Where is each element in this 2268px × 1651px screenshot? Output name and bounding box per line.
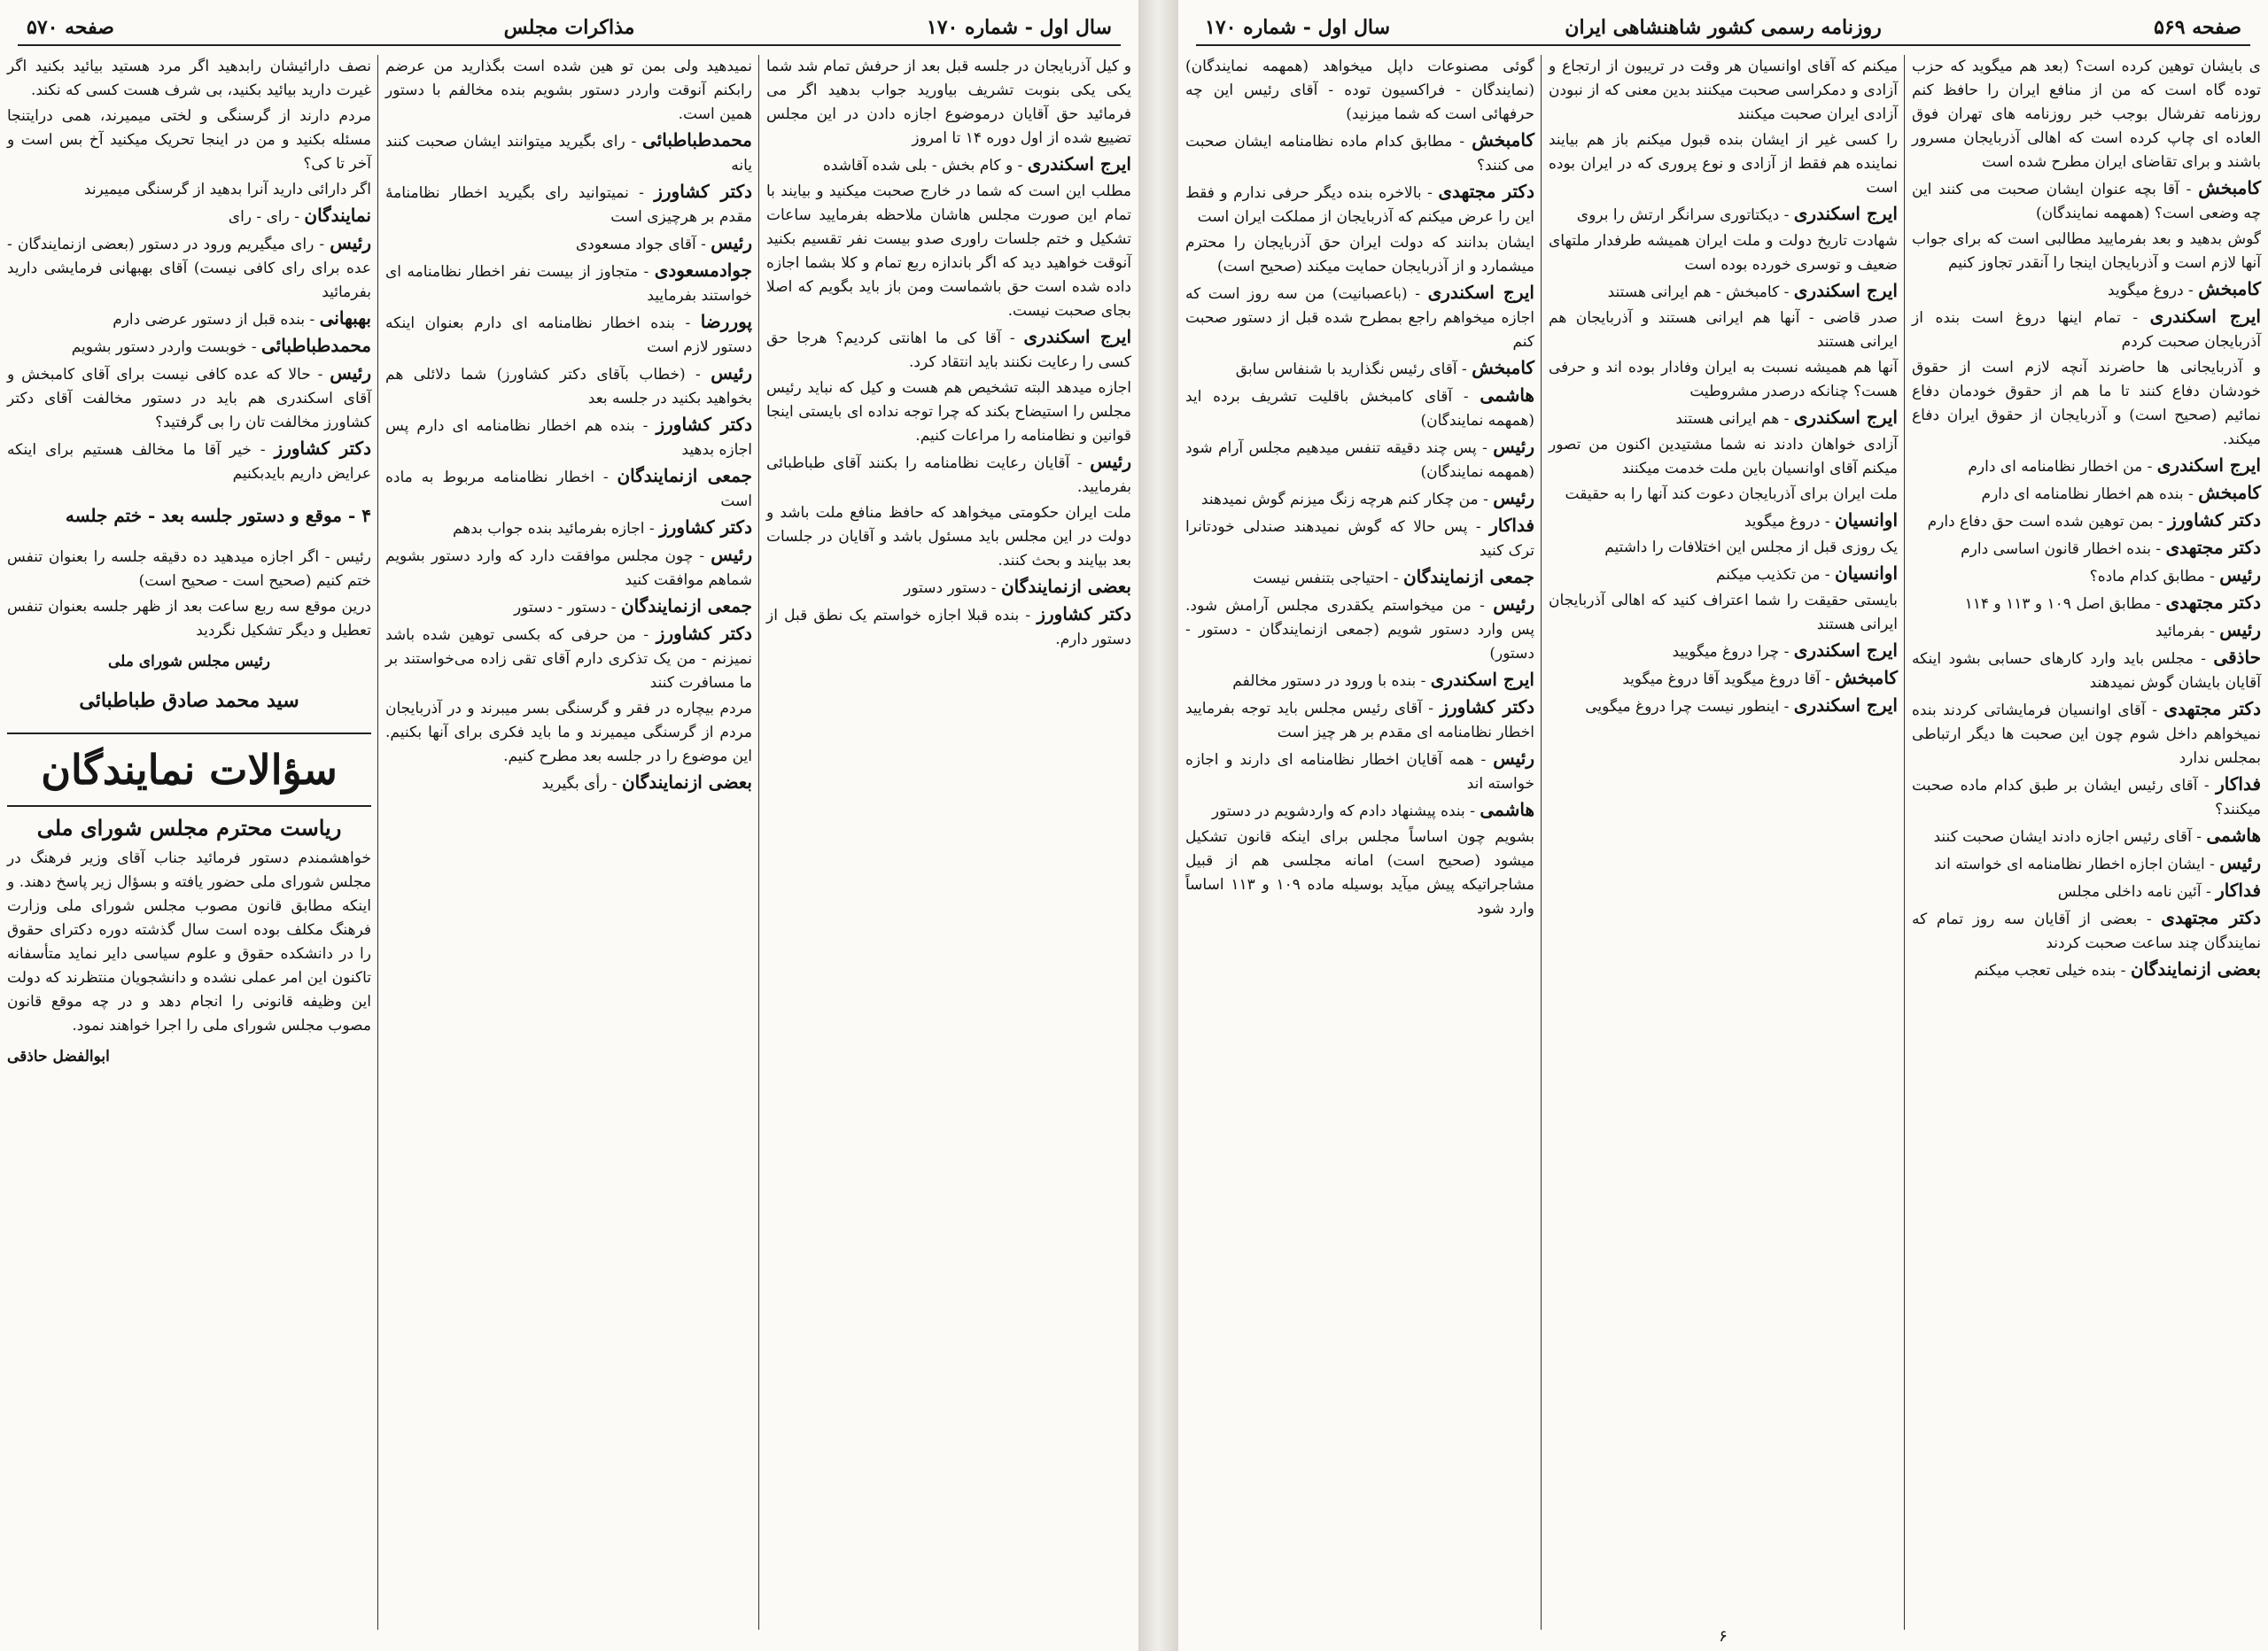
speech-text: میکنم که آقای اوانسیان هر وقت در تریبون از ارتجاع و آزادی و دمکراسی صحبت میکنند بدین معنی که از نبودن آزادی ایران صحبت میکنند [1549,58,1898,123]
speech-text: ی بایشان توهین کرده است؟ (بعد هم میگوید که حزب توده گاه است که من از منافع ایران را حافظ کنم روزنامه تفرشال بوجب خبر روزنامه های تهران فوق العاده ای چاپ کرده است که اهالی آذربایجان مسرور باشند و برای تقاضای ایران مطرح شده است [1912,58,2261,171]
right-column-1 [1905,55,2268,1633]
left-column-3 [0,55,378,1633]
speech-text: حالا که عده کافی نیست برای آقای کامبخش و آقای اسکندری هم باید در دستور مخالفت آقای دکتر کشاورز مخالفت تان را بی گرفتید؟ [7,366,371,431]
speaker-name: محمدطباطبائی [641,129,752,151]
questions-subheading: ریاست محترم مجلس شورای ملی [36,815,342,841]
speech-text: من حرفی که بکسی توهین شده باشد نمیزنم - من یک تذکری دارم آقای تقی زاده می‌خواستند بر ما مسافرت کنند [385,626,752,692]
speaker-name: رئیس [1090,451,1131,472]
speech-text: بایستی حقیقت را شما اعتراف کنید که اهالی آذربایجان ایرانی هستند [1549,592,1898,633]
speech-text: رأی بگیرید [541,775,608,793]
speaker-name: دکتر کشاورز [2168,509,2261,531]
speaker-name: ایرج اسکندری [1793,694,1898,716]
speech-text: اجازه میدهد البته تشخیص هم هست و کیل که نباید رئیس مجلس را استیضاح بکند که چرا توجه نداده ای بایستی اینجا قوانین و نظامنامه را مراعات کنیم. [766,379,1131,445]
speaker-name: نمایندگان [304,205,371,226]
speaker-name: رئیس [1493,436,1534,457]
speaker-name: بعضی ازنمایندگان [1000,576,1131,597]
speech-text: بنده خیلی تعجب میکنم [1974,962,2117,980]
speech-paragraph [1912,55,2261,174]
speech-paragraph: ایرج اسکندری - بنده با ورود در دستور مخالفم [1232,669,1534,690]
speech-paragraph: ایرج اسکندری - (باعصبانیت) من سه روز است که اجازه میخواهم راجع بمطرح شده قبل از دستور صحبت کنم [1185,282,1534,351]
speech-paragraph [766,376,1131,448]
speech-text: دروغ میگوید [1744,513,1821,531]
speaker-name: جوادمسعودی [654,260,752,281]
speaker-name: محمدطباطبائی [260,335,371,356]
speech-text: چون مجلس موافقت دارد که وارد دستور بشویم شماهم موافقت کنید [385,547,752,589]
speech-text: دروغ میگوید [2108,282,2184,299]
right-page-title: روزنامه رسمی کشور شاهنشاهی ایران [1565,16,1882,39]
speech-text: خیر آقا ما مخالف هستیم برای اینکه عرایض داریم بایدبکنیم [7,441,371,483]
questions-signer: ابوالفضل حاذقی [7,1048,110,1066]
speech-paragraph: دکتر کشاورز - بمن توهین شده است حق دفاع دارم [1927,509,2261,531]
speech-text: بنده با ورود در دستور مخالفم [1232,672,1417,690]
speaker-name: ایرج اسکندری [2156,454,2261,476]
right-column-3 [1178,55,1542,1633]
speech-text: پس حالا که گوش نمیدهند صندلی خودتانرا ترک کنید [1185,518,1534,560]
speech-text: (خطاب بآقای دکتر کشاورز) شما دلائلی هم بخواهید بکنید در جلسه بعد [385,366,752,407]
speech-text: اجازه بفرمائید بنده جواب بدهم [452,520,645,538]
speech-text: و آذربایجانی ها حاضرند آنچه لازم است از حقوق خودشان دفاع کنند تا ما هم از حقوق خودمان دفاع نمائیم (صحیح است) و آذربایجان از حقوق ایران دفاع میکند. [1912,359,2261,448]
speech-paragraph [766,180,1131,323]
speech-text: ملت ایران برای آذربایجان دعوت کند آنها را به حقیقت [1565,485,1898,503]
speech-paragraph: دکتر کشاورز - آقای رئیس مجلس باید توجه بفرمایید اخطار نظامنامه ای مقدم بر هر چیز است [1185,696,1534,741]
speech-paragraph [385,697,752,769]
speaker-name: دکتر مجتهدی [2165,537,2261,558]
speaker-name: ایرج اسکندری [1023,326,1131,347]
speaker-name: هاشمی [1480,799,1534,820]
speech-paragraph: دکتر کشاورز - بنده قبلا اجازه خواستم یک نطق قبل از دستور دارم. [766,603,1131,648]
speech-text: هم ایرانی هستند [1675,410,1780,428]
speech-text: من اخطار نظامنامه ای دارم [1968,458,2143,476]
speech-paragraph: محمدطباطبائی - خوبست واردر دستور بشویم [71,335,371,356]
speech-paragraph: دکتر کشاورز - خیر آقا ما مخالف هستیم برای اینکه عرایض داریم بایدبکنیم [7,438,371,483]
speech-text: بالاخره بنده دیگر حرفی ندارم و فقط این را عرض میکنم که آذربایجان از مملکت ایران است [1185,184,1534,226]
speaker-name: رئیس [1493,593,1534,615]
speech-text: آقای رئیس مجلس باید توجه بفرمایید اخطار نظامنامه ای مقدم بر هر چیز است [1185,700,1534,741]
speaker-name: دکتر مجتهدی [2163,698,2261,719]
session-end-block [7,504,371,713]
speaker-name: دکتر مجتهدی [2165,592,2261,613]
speech-paragraph: بعضی ازنمایندگان - بنده خیلی تعجب میکنم [1974,958,2261,980]
speech-paragraph: دکتر مجتهدی - بنده اخطار قانون اساسی دارم [1961,537,2261,558]
speaker-name: پوررضا [700,311,752,332]
speech-paragraph [766,501,1131,573]
left-running-header [18,11,1121,46]
speech-paragraph: بعضی ازنمایندگان - دستور دستور [904,576,1131,597]
speech-text: احتیاجی بتنفس نیست [1253,570,1389,587]
speaker-name: ایرج اسکندری [1430,669,1534,690]
speaker-name: دکتر کشاورز [274,438,371,459]
speech-text: نمیتوانید رای بگیرید اخطار نظامنامهٔ مقدم بر هرچیزی است [385,184,752,226]
speech-text: مطلب این است که شما در خارج صحبت میکنید و بیایند با تمام این صورت مجلس هاشان ملاحظه بفرمایید ساعات تشکیل و ختم جلسات راوری صدو بیست نفر تقسیم بکنید آنوقت خواهید دید که اگر باندازه ربع تمام و کلا بشما اجازه داده شده است حق باشماست ومن باز باید بگویم که اصلا بجای صحبت نیست. [766,182,1131,320]
speech-paragraph: ایرج اسکندری - و کام بخش - بلی شده آقاشده [822,153,1131,174]
speech-paragraph: جمعی ازنمایندگان - اخطار نظامنامه مربوط به ماده است [385,465,752,510]
speech-text: بفرمائید [2155,623,2205,640]
speaker-name: اوانسیان [1835,509,1898,531]
speech-text: چرا دروغ میگویید [1672,643,1780,661]
speech-paragraph [1185,826,1534,921]
speech-paragraph [766,55,1131,151]
speaker-name: کامبخش [2198,177,2261,198]
speech-text: بنده اخطار نظامنامه ای دارم بعنوان اینکه دستور لازم است [385,314,752,356]
speech-paragraph [7,105,371,176]
speech-text: گوش بدهید و بعد بفرمایید مطالبی است که برای جواب آنها لازم است و آذربایجان اینجا را آنقدر تجاوز کنیم [1912,230,2261,272]
speech-paragraph: کامبخش - آقا دروغ میگوید آقا دروغ میگوید [1622,667,1898,688]
speaker-name: دکتر کشاورز [659,516,752,538]
speech-paragraph: رئیس - آقایان رعایت نظامنامه را بکنند آقای طباطبائی بفرمایید. [766,451,1131,496]
speaker-name: جمعی ازنمایندگان [620,595,752,616]
speech-text: من میخواستم یکقدری مجلس آرامش شود. پس وارد دستور شویم (جمعی ازنمایندگان - دستور - دستور) [1185,597,1534,663]
speaker-name: بعضی ازنمایندگان [621,771,752,793]
left-page-number: صفحه ۵۷۰ [27,16,114,39]
speech-paragraph: ایرج اسکندری - دیکتاتوری سرانگر ارتش را بروی [1576,203,1898,224]
speech-text: دستور دستور [904,579,987,597]
speech-text: اگر دارائی دارید آنرا بدهید از گرسنگی میمیرند [83,181,371,198]
speech-paragraph: فداکار - آقای رئیس ایشان بر طبق کدام ماده صحبت میکنند؟ [1912,773,2261,818]
speech-text: بنده پیشنهاد دادم که واردشویم در دستور [1211,802,1465,820]
speech-text: گوئی مصنوعات داپل میخواهد (همهمه نمایندگان) (نمایندگان - فراکسیون توده - آقای رئیس این چه حرفهائی است که شما میزنید) [1185,58,1534,123]
speech-paragraph [1912,228,2261,275]
speech-paragraph: دکتر کشاورز - اجازه بفرمائید بنده جواب بدهم [452,516,752,538]
speech-text: ملت ایران حکومتی میخواهد که حافظ منافع ملت باشد و دولت در این مجلس باید مسئول باشد و آقایان در جلسات بعد بیایند و بحث کنند. [766,504,1131,570]
speech-paragraph [1549,536,1898,560]
speech-text: آقا بچه عنوان ایشان صحبت می کنند این چه وضعی است؟ (همهمه نمایندگان) [1912,181,2261,222]
speech-paragraph [1549,433,1898,481]
speaker-name: ایرج اسکندری [1793,407,1898,428]
session-end-role: رئیس مجلس شورای ملی [107,653,271,670]
speech-paragraph: هاشمی - آقای رئیس اجازه دادند ایشان صحبت کنند [1933,825,2261,846]
speech-paragraph [1549,55,1898,127]
speech-text: ایشان اجازه اخطار نظامنامه ای خواسته اند [1934,856,2205,873]
speech-paragraph: جمعی ازنمایندگان - احتیاجی بتنفس نیست [1253,566,1534,587]
speech-paragraph: رئیس - من چکار کنم هرچه زنگ میزنم گوش نمیدهند [1200,487,1534,508]
speech-paragraph [7,55,371,103]
speaker-name: دکتر مجتهدی [1438,181,1534,202]
speech-text: مردم بیچاره در فقر و گرسنگی بسر میبرند و در آذربایجان مردم از گرسنگی میمیرند و ما باید فکری برای آنها بکنیم. این موضوع را در جلسه بعد مطرح کنیم. [385,700,752,765]
speech-text: دستور - دستور [513,599,607,616]
speech-paragraph: بهبهانی - بنده قبل از دستور عرضی دارم [113,307,371,329]
speaker-name: کامبخش [2198,278,2261,299]
speech-paragraph: رئیس - پس چند دقیقه تنفس میدهیم مجلس آرام شود (همهمه نمایندگان) [1185,436,1534,481]
speech-paragraph: ایرج اسکندری - کامبخش - هم ایرانی هستند [1607,280,1898,301]
speech-text: مجلس باید وارد کارهای حسابی بشود اینکه آقایان بایشان گوش نمیدهند [1912,650,2261,692]
speaker-name: رئیس [330,362,371,384]
speech-paragraph: کامبخش - مطابق کدام ماده نظامنامه ایشان صحبت می کنند؟ [1185,129,1534,174]
speech-paragraph: جمعی ازنمایندگان - دستور - دستور [513,595,752,616]
speaker-name: رئیس [711,362,752,384]
speech-paragraph: رئیس - چون مجلس موافقت دارد که وارد دستور بشویم شماهم موافقت کنید [385,544,752,589]
speech-paragraph [1549,306,1898,354]
left-page-title: مذاکرات مجلس [503,16,635,39]
speaker-name: ایرج اسکندری [1793,639,1898,661]
speech-text: مطابق کدام ماده نظامنامه ایشان صحبت می کنند؟ [1185,133,1534,174]
session-end-text: رئیس - اگر اجازه میدهید ده دقیقه جلسه را بعنوان تنفس ختم کنیم (صحیح است - صحیح است) [7,548,371,590]
speech-text: نمیدهید ولی بمن تو هین شده است بگذارید من عرضم رابکنم آنوقت واردر دستور بشویم بنده مخالفم با دستور همین است. [385,58,752,123]
speech-text: آقایان رعایت نظامنامه را بکنند آقای طباطبائی بفرمایید. [766,454,1131,496]
speaker-name: رئیس [2219,619,2261,640]
speech-text: آنها هم همیشه نسبت به ایران وفادار بوده اند و حرفی هست؟ چنانکه درصدر مشروطیت [1549,359,1898,400]
speech-paragraph: ایرج اسکندری - هم ایرانی هستند [1675,407,1898,428]
speech-text: من چکار کنم هرچه زنگ میزنم گوش نمیدهند [1200,491,1479,508]
speaker-name: ایرج اسکندری [1793,203,1898,224]
speech-paragraph: رئیس - آقای جواد مسعودی [575,232,752,253]
speech-paragraph: دکتر مجتهدی - مطابق اصل ۱۰۹ و ۱۱۳ و ۱۱۴ [1964,592,2261,613]
speech-text: مردم دارند از گرسنگی و لختی میمیرند، همی درایتنجا مسئله بکنید و من در اینجا تحریک میکنید آخ بس است و آخر تا کی؟ [7,107,371,173]
speech-paragraph [1549,589,1898,637]
speech-text: بنده هم اخطار نظامنامه ای دارم [1981,485,2184,503]
speech-text: بعضی از آقایان سه روز تمام که نمایندگان چند ساعت صحبت کردند [1912,911,2261,952]
speaker-name: رئیس [711,232,752,253]
speech-paragraph: دکتر مجتهدی - آقای اوانسیان فرمایشاتی کردند بنده نمیخواهم داخل شوم چون این صحبت ها دیگر ارتباطی بمجلس ندارد [1912,698,2261,767]
speech-paragraph: جوادمسعودی - متجاوز از بیست نفر اخطار نظامنامه ای خواستند بفرمایید [385,260,752,305]
speech-text: دیکتاتوری سرانگر ارتش را بروی [1576,206,1780,224]
speech-text: کامبخش - هم ایرانی هستند [1607,283,1780,301]
speech-text: آئین نامه داخلی مجلس [2057,883,2202,901]
speaker-name: دکتر کشاورز [1440,696,1534,717]
speech-paragraph: اوانسیان - دروغ میگوید [1744,509,1898,531]
speech-paragraph [1549,229,1898,277]
speech-text: آقا کی ما اهانتی کردیم؟ هرجا حق کسی را رعایت نکنند باید انتقاد کرد. [766,329,1131,371]
speech-text: را کسی غیر از ایشان بنده قبول میکنم باز هم بیایند نماینده هم فقط از آزادی و نوع پروری که در ایران بوده است [1549,131,1898,197]
right-newspaper-page [1178,0,2268,1651]
speech-paragraph: رئیس - ایشان اجازه اخطار نظامنامه ای خواسته اند [1934,852,2261,873]
speech-paragraph: کامبخش - آقا بچه عنوان ایشان صحبت می کنند این چه وضعی است؟ (همهمه نمایندگان) [1912,177,2261,222]
speaker-name: دکتر مجتهدی [2161,907,2261,928]
speech-paragraph: کامبخش - آقای رئیس نگذارید با شنفاس سابق [1235,357,1534,378]
speech-paragraph: فداکار - پس حالا که گوش نمیدهند صندلی خودتانرا ترک کنید [1185,515,1535,560]
speech-text: تمام اینها دروغ است بنده از آذربایجان صحبت کردم [1912,309,2261,351]
speaker-name: هاشمی [1480,384,1534,406]
speaker-name: بهبهانی [319,307,371,329]
left-issue-label: سال اول - شماره ۱۷۰ [926,16,1112,39]
speaker-name: رئیس [2219,852,2261,873]
session-end-signature: سید محمد صادق طباطبائی [79,689,299,712]
questions-heading-box [7,732,371,807]
speech-text: اخطار نظامنامه مربوط به ماده است [385,469,752,510]
speaker-name: اوانسیان [1835,562,1898,584]
speech-paragraph [385,55,752,127]
left-column-1 [759,55,1138,1633]
speech-paragraph: فداکار - آئین نامه داخلی مجلس [2057,880,2261,901]
speaker-name: ایرج اسکندری [2149,306,2261,327]
speech-text: خوبست واردر دستور بشویم [71,338,247,356]
speech-text: آقای اوانسیان فرمایشاتی کردند بنده نمیخواهم داخل شوم چون این صحبت ها دیگر ارتباطی بمجلس ندارد [1912,701,2261,767]
speech-paragraph [7,178,371,202]
speech-paragraph: بعضی ازنمایندگان - رأی بگیرید [541,771,752,793]
speech-paragraph: رئیس - (خطاب بآقای دکتر کشاورز) شما دلائلی هم بخواهید بکنید در جلسه بعد [385,362,752,407]
right-running-header [1196,11,2250,46]
speech-text: من تکذیب میکنم [1716,566,1821,584]
speech-paragraph: دکتر کشاورز - بنده هم اخطار نظامنامه ای دارم پس اجازه بدهید [385,414,752,459]
speech-paragraph: ایرج اسکندری - آقا کی ما اهانتی کردیم؟ هرجا حق کسی را رعایت نکنند باید انتقاد کرد. [766,326,1131,371]
speech-paragraph: ایرج اسکندری - چرا دروغ میگویید [1672,639,1898,661]
left-column-2 [378,55,759,1633]
speech-text: بنده اخطار قانون اساسی دارم [1961,540,2151,558]
speaker-name: دکتر کشاورز [656,623,752,644]
left-column-3-body [7,55,371,486]
speech-paragraph: حاذقی - مجلس باید وارد کارهای حسابی بشود اینکه آقایان بایشان گوش نمیدهند [1912,647,2262,692]
speech-paragraph: دکتر مجتهدی - بعضی از آقایان سه روز تمام که نمایندگان چند ساعت صحبت کردند [1912,907,2261,952]
speaker-name: کامبخش [1472,129,1534,151]
speaker-name: ایرج اسکندری [1427,282,1534,303]
speech-text: بنده هم اخطار نظامنامه ای دارم پس اجازه بدهید [385,417,752,459]
speech-paragraph: نمایندگان - رای - رای [228,205,371,226]
right-page-number: صفحه ۵۶۹ [2154,16,2241,39]
speaker-name: رئیس [330,232,371,253]
speaker-name: رئیس [1493,748,1534,769]
speech-paragraph: کامبخش - بنده هم اخطار نظامنامه ای دارم [1981,482,2261,503]
speech-paragraph [1912,356,2261,452]
speaker-name: فداکار [2216,773,2261,794]
speech-paragraph: هاشمی - آقای کامبخش باقلیت تشریف برده اید (همهمه نمایندگان) [1185,384,1534,430]
speech-paragraph: رئیس - بفرمائید [2155,619,2261,640]
speech-text: پس چند دقیقه تنفس میدهیم مجلس آرام شود (همهمه نمایندگان) [1185,439,1534,481]
speech-text: ایشان بدانند که دولت ایران حق آذربایجان را محترم میشمارد و از آذربایجان حمایت میکند (صحیح است) [1185,234,1534,275]
speech-paragraph: دکتر کشاورز - من حرفی که بکسی توهین شده باشد نمیزنم - من یک تذکری دارم آقای تقی زاده می‌خواستند بر ما مسافرت کنند [385,623,752,692]
speech-text: آقا دروغ میگوید آقا دروغ میگوید [1622,670,1821,688]
speech-text: (باعصبانیت) من سه روز است که اجازه میخواهم راجع بمطرح شده قبل از دستور صحبت کنم [1185,285,1534,351]
speaker-name: فداکار [1489,515,1535,536]
speech-text: رای میگیریم ورود در دستور (بعضی ازنمایندگان - عده برای رای کافی نیست) آقای بهبهانی فرمایشی دارید بفرمائید [7,236,371,301]
speech-paragraph: کامبخش - دروغ میگوید [2108,278,2261,299]
speech-paragraph: رئیس - همه آقایان اخطار نظامنامه ای دارند و اجازه خواسته اند [1185,748,1534,793]
speech-paragraph [1549,483,1898,507]
right-issue-label: سال اول - شماره ۱۷۰ [1205,16,1391,39]
speech-paragraph: رئیس - رای میگیریم ورود در دستور (بعضی ازنمایندگان - عده برای رای کافی نیست) آقای بهبهانی فرمایشی دارید بفرمائید [7,232,371,301]
speech-text: و کیل آذربایجان در جلسه قبل بعد از حرفش تمام شد شما یکی یکی بنوبت تشریف بیاورید جواب بدهید اگر می فرمائید حق آقایان درموضوع اجازه دادن در این مجلس تضییع شده از اول دوره ۱۴ تا امروز [766,58,1131,147]
speaker-name: دکتر کشاورز [656,414,752,435]
speech-text: متجاوز از بیست نفر اخطار نظامنامه ای خواستند بفرمایید [385,263,752,305]
speaker-name: ایرج اسکندری [1027,153,1131,174]
speech-paragraph: رئیس - حالا که عده کافی نیست برای آقای کامبخش و آقای اسکندری هم باید در دستور مخالفت آقای دکتر کشاورز مخالفت تان را بی گرفتید؟ [7,362,371,431]
speaker-name: جمعی ازنمایندگان [617,465,752,486]
speaker-name: حاذقی [2213,647,2262,668]
questions-heading: سؤالات نمایندگان [41,746,338,794]
speech-paragraph [1549,128,1898,200]
speech-paragraph: ایرج اسکندری - من اخطار نظامنامه ای دارم [1968,454,2261,476]
speaker-name: دکتر کشاورز [1037,603,1131,624]
speech-text: بنده قبل از دستور عرضی دارم [113,311,306,329]
session-end-note: درین موقع سه ربع ساعت بعد از ظهر جلسه بعنوان تنفس تعطیل و دیگر تشکیل نگردید [7,598,371,639]
speech-text: بنده قبلا اجازه خواستم یک نطق قبل از دستور دارم. [766,607,1131,648]
speech-text: یک روزی قبل از مجلس این اختلافات را داشتیم [1604,539,1898,556]
speech-text: مطابق اصل ۱۰۹ و ۱۱۳ و ۱۱۴ [1964,595,2151,613]
speaker-name: کامبخش [1472,357,1534,378]
speech-paragraph: هاشمی - بنده پیشنهاد دادم که واردشویم در دستور [1211,799,1534,820]
speaker-name: رئیس [2219,564,2261,585]
speech-text: بمن توهین شده است حق دفاع دارم [1927,513,2154,531]
session-end-title: ۴ - موقع و دستور جلسه بعد - ختم جلسه [65,505,371,526]
speaker-name: رئیس [1493,487,1534,508]
speaker-name: فداکار [2216,880,2261,901]
page-gutter [1138,0,1178,1651]
speech-text: نصف دارائیشان رابدهید اگر مرد هستید بیائید بکنید اگر غیرت دارید بیائید بکنید، بی شرف هست کسی که نکند. [7,58,371,99]
speaker-name: رئیس [711,544,752,565]
speech-text: آقای رئیس اجازه دادند ایشان صحبت کنند [1933,828,2192,846]
speaker-name: هاشمی [2206,825,2261,846]
speech-text: صدر قاضی - آنها هم ایرانی هستند و آذربایجان هم ایرانی هستند [1549,309,1898,351]
speech-paragraph: دکتر کشاورز - نمیتوانید رای بگیرید اخطار نظامنامهٔ مقدم بر هرچیزی است [385,181,752,226]
speech-paragraph: رئیس - من میخواستم یکقدری مجلس آرامش شود. پس وارد دستور شویم (جمعی ازنمایندگان - دستور - دستور) [1185,593,1534,663]
speech-text: آقای جواد مسعودی [575,236,696,253]
speech-text: آقای رئیس نگذارید با شنفاس سابق [1235,360,1457,378]
speech-paragraph: پوررضا - بنده اخطار نظامنامه ای دارم بعنوان اینکه دستور لازم است [385,311,752,356]
speech-text: رای بگیرید میتوانند ایشان صحبت کنند یانه [385,133,752,174]
speaker-name: کامبخش [1835,667,1898,688]
speech-text: آقای رئیس ایشان بر طبق کدام ماده صحبت میکنند؟ [1912,777,2261,818]
speech-text: بشویم چون اساساً مجلس برای اینکه قانون تشکیل میشود (صحیح است) امانه مجلسی هم از قبیل مشاجراتیکه پیش میآید بوسیله ماده ۱۰۹ و ۱۱۳ اساساً وارد شود [1185,828,1534,918]
right-column-2 [1542,55,1905,1633]
speech-text: رای - رای [228,208,290,226]
speech-paragraph: اوانسیان - من تکذیب میکنم [1716,562,1898,584]
speech-paragraph: محمدطباطبائی - رای بگیرید میتوانند ایشان صحبت کنند یانه [385,129,752,174]
questions-body: خواهشمندم دستور فرمائید جناب آقای وزیر فرهنگ در مجلس شورای ملی حضور یافته و بسؤال زیر پاسخ دهند. و اینکه مطابق قانون مصوب مجلس شورای ملی وزارت فرهنگ مکلف بوده است سال گذشته دوره دکترای حقوق را در دانشکده حقوق و علوم سیاسی دایر نماید متأسفانه تاکنون این امر عملی نشده و دانشجویان منتظرند که دولت این وظیفه قانونی را انجام دهد و در چه موقع قانون مصوب مجلس شورای ملی را اجرا خواهند نمود. [7,849,371,1035]
speech-paragraph [1549,356,1898,404]
speech-text: شهادت تاریخ دولت و ملت ایران همیشه طرفدار ملتهای ضعیف و توسری خورده بوده است [1549,232,1898,274]
speaker-name: دکتر کشاورز [654,181,752,202]
speech-paragraph: دکتر مجتهدی - بالاخره بنده دیگر حرفی ندارم و فقط این را عرض میکنم که آذربایجان از مملکت ایران است [1185,181,1534,226]
speaker-name: بعضی ازنمایندگان [2130,958,2261,980]
speech-paragraph [1185,55,1534,127]
speech-text: همه آقایان اخطار نظامنامه ای دارند و اجازه خواسته اند [1185,751,1534,793]
speaker-name: کامبخش [2198,482,2261,503]
speaker-name: جمعی ازنمایندگان [1402,566,1534,587]
speech-text: اینطور نیست چرا دروغ میگویی [1585,698,1780,716]
speech-text: و کام بخش - بلی شده آقاشده [822,157,1014,174]
speech-text: آقای کامبخش باقلیت تشریف برده اید (همهمه نمایندگان) [1185,388,1534,430]
speech-paragraph: ایرج اسکندری - تمام اینها دروغ است بنده از آذربایجان صحبت کردم [1912,306,2261,351]
speech-text: آزادی خواهان دادند نه شما مشتیدین اکنون من تصور میکنم آقای اوانسیان باین ملت خدمت میکنند [1549,436,1898,477]
speaker-name: ایرج اسکندری [1793,280,1898,301]
speech-paragraph [1185,231,1534,279]
speech-paragraph: رئیس - مطابق کدام ماده؟ [2089,564,2261,585]
speech-text: مطابق کدام ماده؟ [2089,568,2205,585]
speech-paragraph: ایرج اسکندری - اینطور نیست چرا دروغ میگویی [1585,694,1898,716]
right-footer-mark: ۶ [1719,1627,1728,1646]
